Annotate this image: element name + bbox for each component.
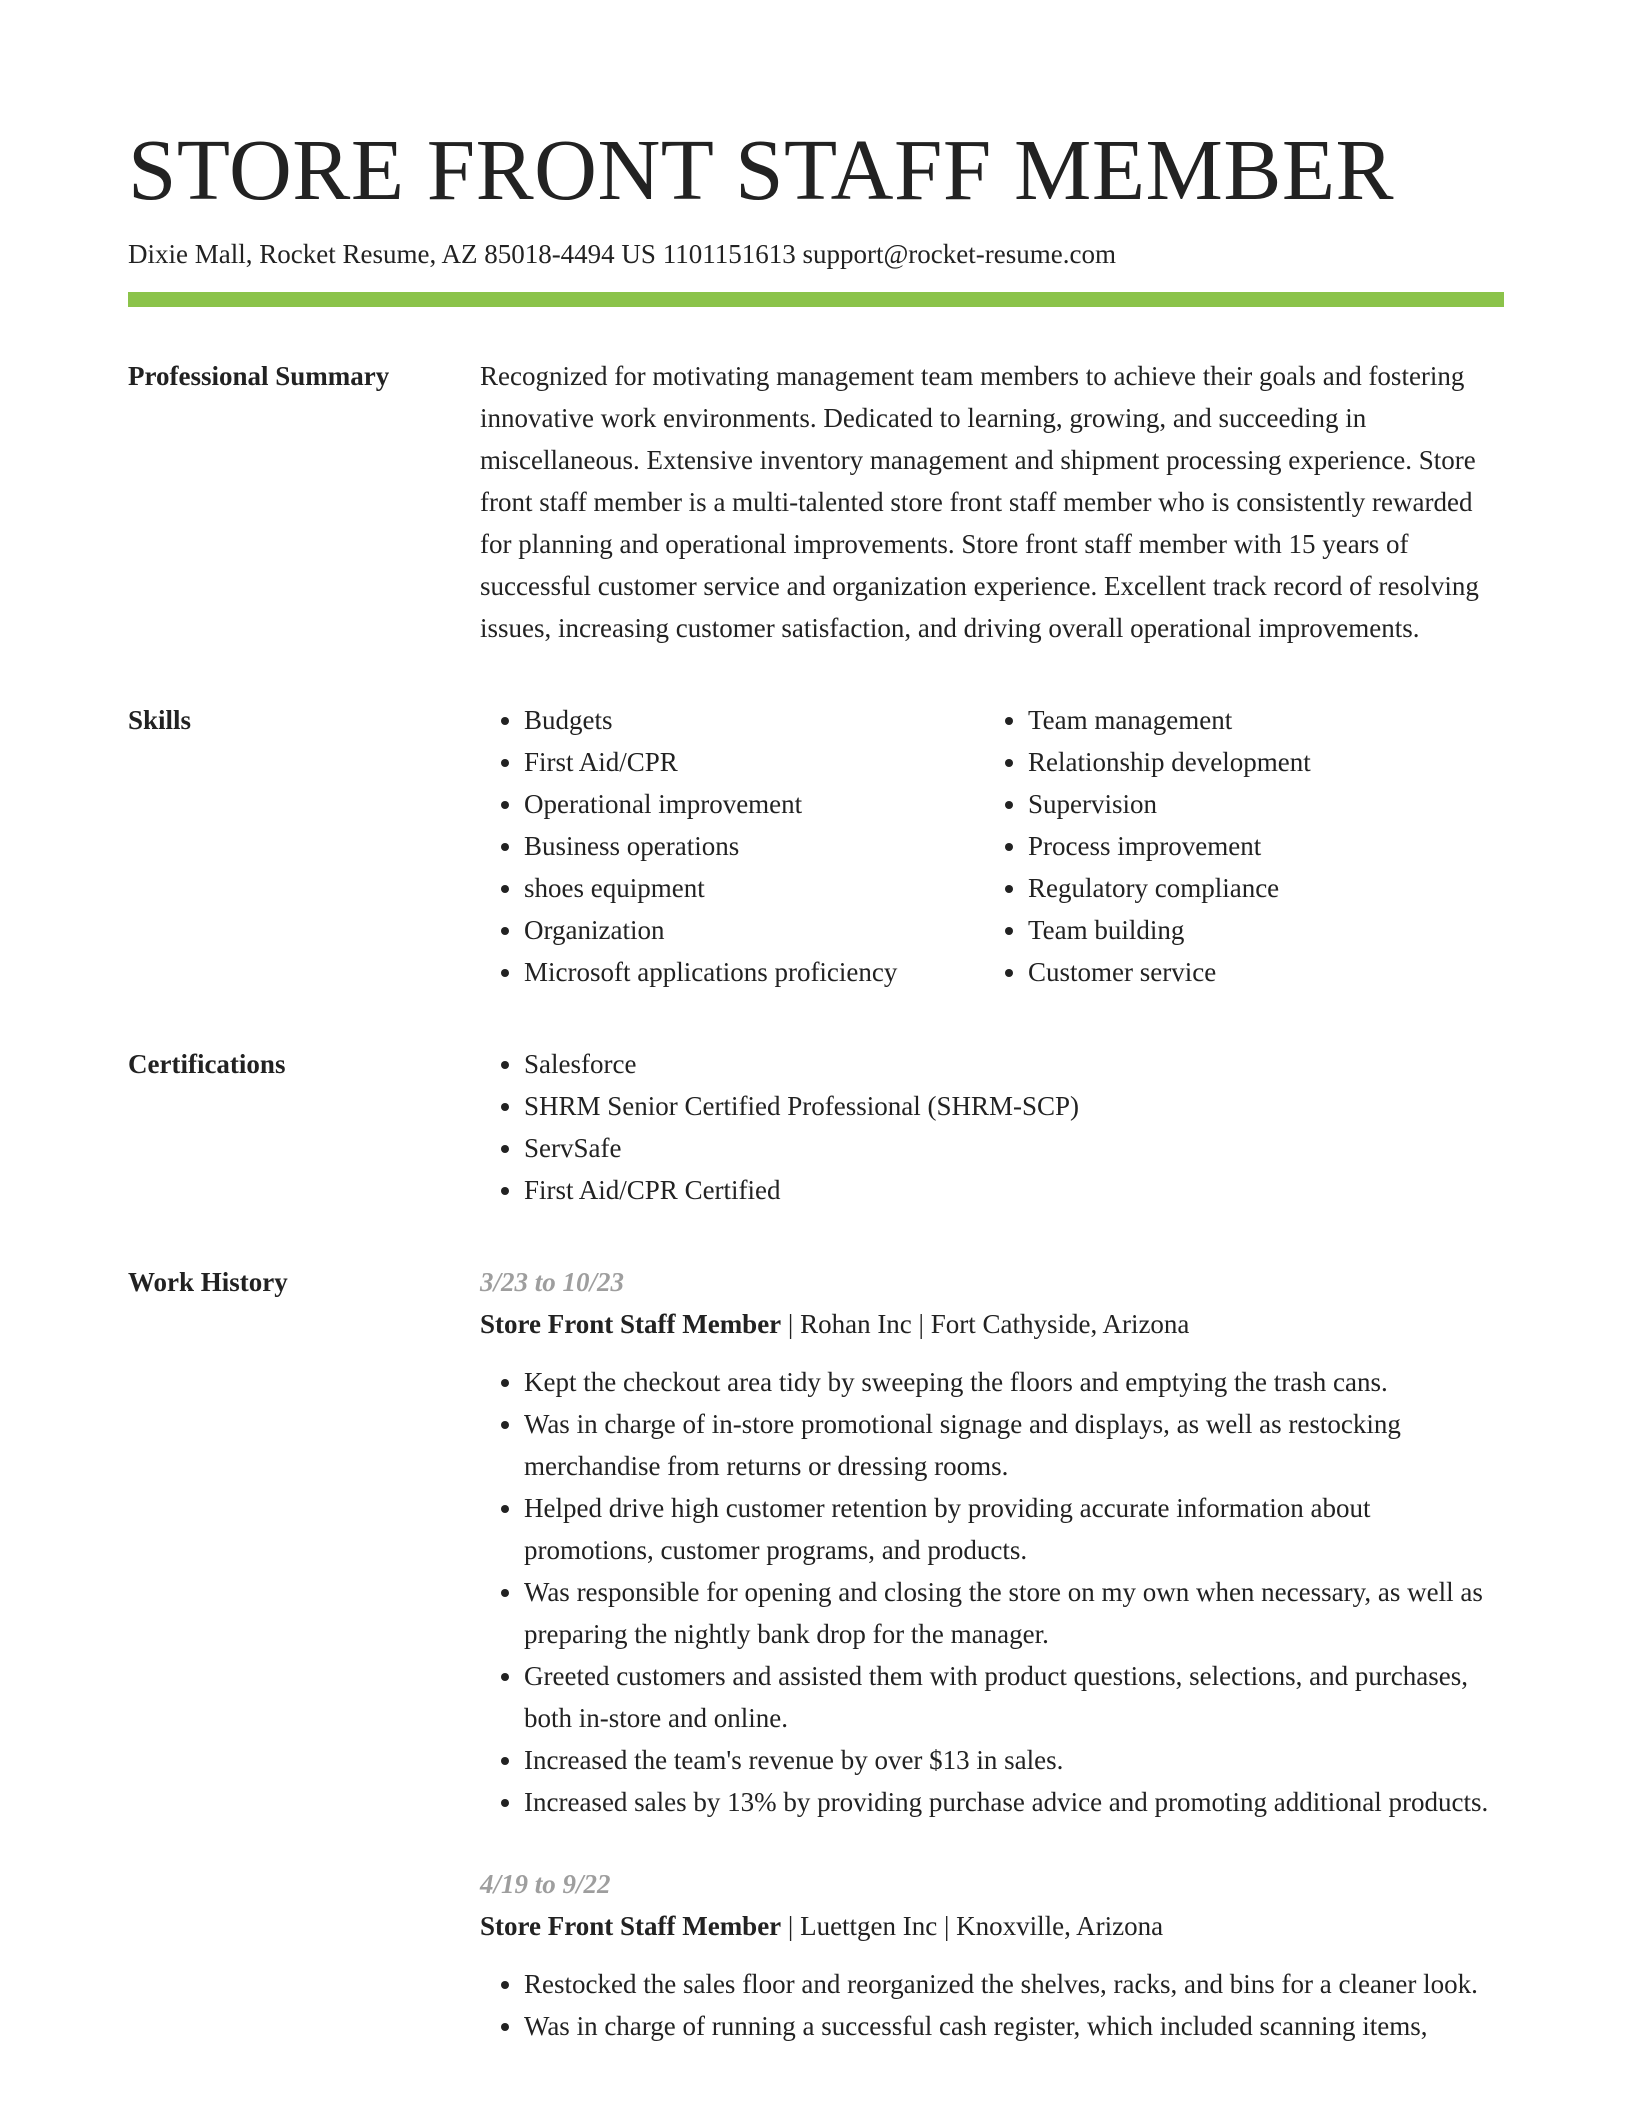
skills-list-left xyxy=(480,699,984,993)
job-duty: • Helped drive high customer retention by providing accurate information about promotions, customer programs, and products. xyxy=(524,1487,1504,1571)
job-duty: • Increased the team's revenue by over $13 in sales. xyxy=(524,1739,1504,1781)
job-company-location: | Rohan Inc | Fort Cathyside, Arizona xyxy=(781,1309,1190,1339)
job-heading xyxy=(480,1303,1504,1345)
skill-item: • Team building xyxy=(1028,909,1504,951)
certification-item: • First Aid/CPR Certified xyxy=(524,1169,1504,1211)
job-duty: • Increased sales by 13% by providing purchase advice and promoting additional products. xyxy=(524,1781,1504,1823)
summary-text: Recognized for motivating management team members to achieve their goals and fostering innovative work environments. Dedicated to learning, growing, and succeeding in miscellaneous. Extensive inventory management and shipment processing experience. Store front staff member is a multi-talented store front staff member who is consistently rewarded for planning and operational improvements. Store front staff member with 15 years of successful customer service and organization experience. Excellent track record of resolving issues, increasing customer satisfaction, and driving overall operational improvements. xyxy=(480,361,1479,643)
skill-item: • Budgets xyxy=(524,699,984,741)
job-company-location: | Luettgen Inc | Knoxville, Arizona xyxy=(781,1911,1164,1941)
job-duty: • Restocked the sales floor and reorganized the shelves, racks, and bins for a cleaner look. xyxy=(524,1963,1504,2005)
skills-list-right xyxy=(984,699,1504,993)
accent-divider xyxy=(128,292,1504,307)
job-heading xyxy=(480,1905,1504,1947)
job-duty: • Was in charge of in-store promotional signage and displays, as well as restocking merchandise from returns or dressing rooms. xyxy=(524,1403,1504,1487)
job-duty: • Greeted customers and assisted them with product questions, selections, and purchases, both in-store and online. xyxy=(524,1655,1504,1739)
certification-item: • Salesforce xyxy=(524,1043,1504,1085)
skill-item: • Process improvement xyxy=(1028,825,1504,867)
skill-item: • Relationship development xyxy=(1028,741,1504,783)
candidate-name: STORE FRONT STAFF MEMBER xyxy=(128,121,1395,218)
skill-item: • Operational improvement xyxy=(524,783,984,825)
job-duty: • Was in charge of running a successful cash register, which included scanning items, xyxy=(524,2005,1504,2047)
section-title-certifications: Certifications xyxy=(128,1049,286,1079)
job-title: Store Front Staff Member xyxy=(480,1911,782,1941)
skill-item: • Customer service xyxy=(1028,951,1504,993)
summary-section xyxy=(128,355,1504,649)
skill-item: • First Aid/CPR xyxy=(524,741,984,783)
job-duties-list xyxy=(480,1963,1504,2047)
job-dates: 4/19 to 9/22 xyxy=(480,1869,611,1899)
contact-line: Dixie Mall, Rocket Resume, AZ 85018-4494 US 1101151613 support@rocket-resume.com xyxy=(128,239,1116,269)
resume-page xyxy=(128,0,1504,2087)
skill-item: • Business operations xyxy=(524,825,984,867)
skills-section xyxy=(128,699,1504,993)
skill-item: • Organization xyxy=(524,909,984,951)
job-entry xyxy=(480,1863,1504,2047)
section-title-skills: Skills xyxy=(128,705,192,735)
job-duty: • Was responsible for opening and closing the store on my own when necessary, as well as preparing the nightly bank drop for the manager. xyxy=(524,1571,1504,1655)
section-title-work-history: Work History xyxy=(128,1267,288,1297)
job-dates: 3/23 to 10/23 xyxy=(480,1267,625,1297)
skill-item: • Supervision xyxy=(1028,783,1504,825)
skill-item: • shoes equipment xyxy=(524,867,984,909)
certification-item: • SHRM Senior Certified Professional (SHRM-SCP) xyxy=(524,1085,1504,1127)
job-entry xyxy=(480,1261,1504,1823)
certification-item: • ServSafe xyxy=(524,1127,1504,1169)
skill-item: • Regulatory compliance xyxy=(1028,867,1504,909)
skill-item: • Microsoft applications proficiency xyxy=(524,951,984,993)
certifications-list xyxy=(480,1043,1504,1211)
work-history-section xyxy=(128,1261,1504,2087)
job-title: Store Front Staff Member xyxy=(480,1309,782,1339)
job-duty: • Kept the checkout area tidy by sweeping the floors and emptying the trash cans. xyxy=(524,1361,1504,1403)
section-title-summary: Professional Summary xyxy=(128,361,390,391)
certifications-section xyxy=(128,1043,1504,1211)
skill-item: • Team management xyxy=(1028,699,1504,741)
job-duties-list xyxy=(480,1361,1504,1823)
